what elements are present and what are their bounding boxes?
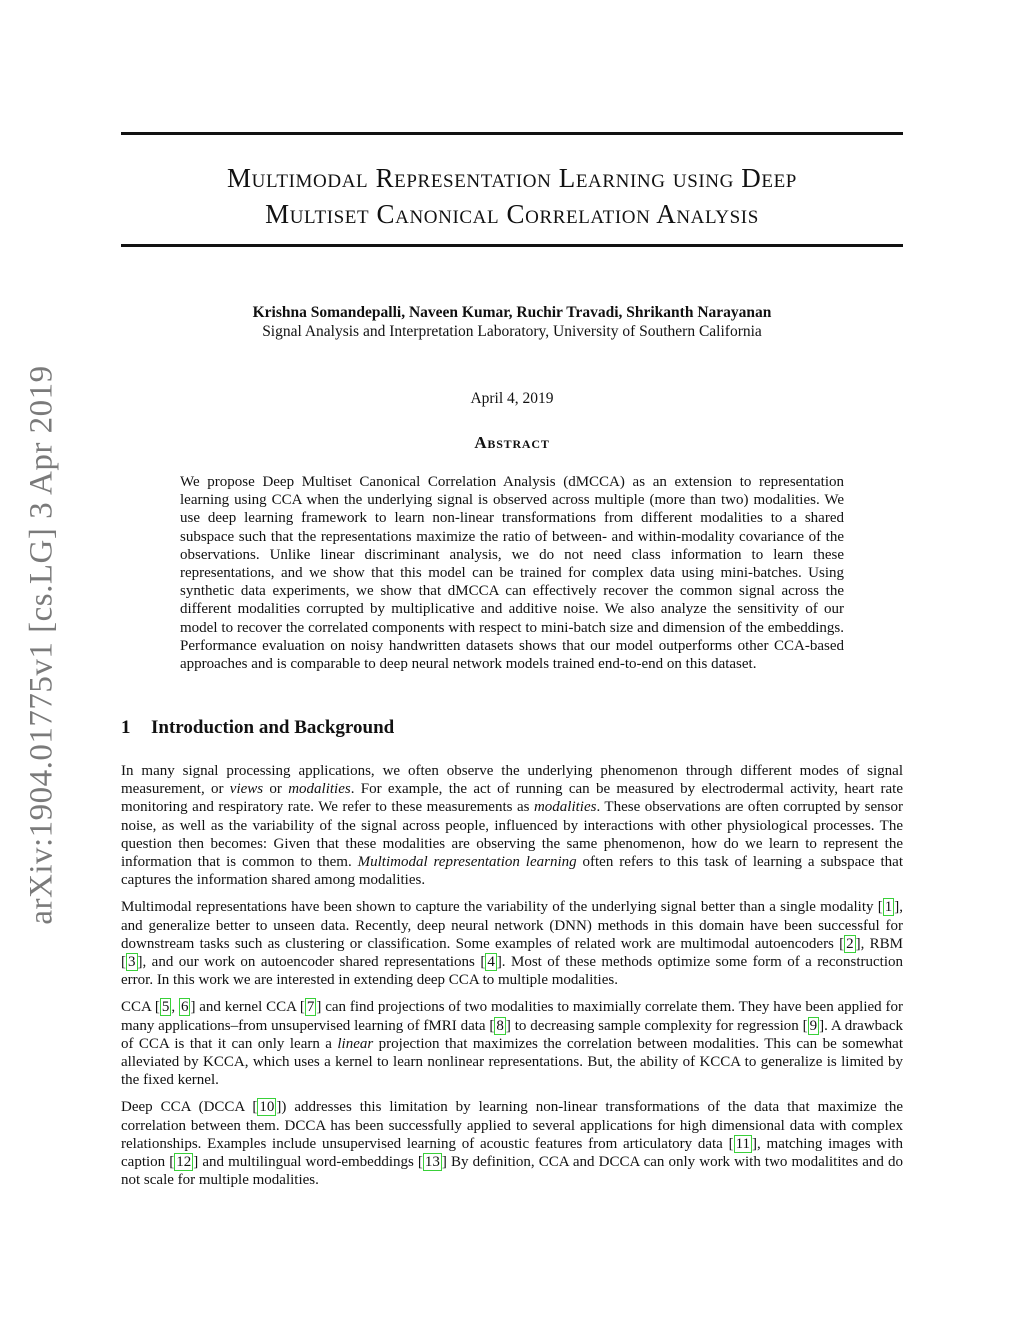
paper-date: April 4, 2019 — [470, 390, 554, 407]
section-heading — [121, 717, 394, 739]
citation-link[interactable]: 7 — [306, 999, 315, 1016]
citation-link[interactable]: 12 — [176, 1154, 192, 1171]
arxiv-identifier: arXiv:1904.01775v1 [cs.LG] 3 Apr 2019 — [23, 365, 60, 925]
citation-link[interactable]: 10 — [259, 1099, 275, 1116]
paragraph-3: CCA [ 5 , 6 ] and kernel CCA [ 7 ] can find projections of two modalities to maximially correlate them. They have been applied for many applications–from unsupervised learning of fMRI data [ 8 ] to decreasing sample complexity for regression [ 9 ]. A drawback of CCA is that it can only learn a linear projection that maximizes the correlation between modalities. This can be somewhat alleviated by KCCA, which uses a kernel to learn nonlinear representations. But, the ability of KCCA to generalize is limited by the fixed kernel. — [121, 999, 904, 1089]
citation-link[interactable]: 6 — [180, 999, 189, 1016]
abstract-text: We propose Deep Multiset Canonical Correlation Analysis (dMCCA) as an extension to representation learning using CCA when the underlying signal is observed across multiple (more than two) modalities. We use deep learning framework to learn non-linear transformations from different modalities to a shared subspace such that the representations maximize the ratio of between- and within-modality covariance of the observations. Unlike linear discriminant analysis, we do not need class information to learn these representations, and we show that this model can be trained for complex data using mini-batches. Using synthetic data experiments, we show that dMCCA can effectively recover the common signal across the different modalities corrupted by multiplicative and additive noise. We also analyze the sensitivity of our model to recover the correlated components with respect to mini-batch size and dimension of the embeddings. Performance evaluation on noisy handwritten datasets shows that our model outperforms other CCA-based approaches and is comparable to deep neural network models trained end-to-end on this dataset. — [180, 474, 844, 673]
citation-link[interactable]: 11 — [735, 1135, 751, 1152]
paragraph-2: Multimodal representations have been shown to capture the variability of the underlying signal better than a single modality [ 1 ], and generalize better to unseen data. Recently, deep neural network (DNN) methods in this domain have been successful for downstream tasks such as clustering or classification. Some examples of related work are multimodal autoencoders [ 2 ], RBM [ 3 ], and our work on autoencoder shared representations [ 4 ]. Most of these methods optimize some form of a reconstruction error. In this work we are interested in extending deep CCA to multiple modalities. — [121, 899, 903, 989]
title-line-1: Multimodal Representation Learning using Deep — [227, 163, 797, 193]
title-top-rule — [121, 132, 903, 135]
paragraph-1: In many signal processing applications, we often observe the underlying phenomenon through different modes of signal measurement, or views or modalities. For example, the act of running can be measured by electrodermal activity, heart rate monitoring and respiratory rate. We refer to these measurements as modalities. These observations are often corrupted by sensor noise, as well as the variability of the signal across people, influenced by interactions with other physiological processes. The question then becomes: Given that these modalities are observing the same phenomenon, how do we learn to represent the information that is common to them. Multimodal representation learning often refers to this task of learning a subspace that captures the information shared among modalities. — [121, 763, 903, 889]
citation-link[interactable]: 8 — [496, 1017, 504, 1034]
citation-link[interactable]: 5 — [161, 999, 170, 1016]
section-title: Introduction and Background — [151, 717, 395, 738]
title-bottom-rule — [121, 244, 903, 247]
paragraph-4: Deep CCA (DCCA [ 10 ]) addresses this limitation by learning non-linear transformations of the data that maximize the correlation between them. DCCA has been successfully applied to several applications for high dimensional data with complex relationships. Examples include unsupervised learning of acoustic features from articulatory data [ 11 ], matching images with caption [ 12 ] and multilingual word-embeddings [ 13 ] By definition, CCA and DCCA can only work with two modalitites and do not scale for multiple modalities. — [121, 1099, 904, 1189]
title-line-2: Multiset Canonical Correlation Analysis — [265, 199, 759, 229]
affiliation: Signal Analysis and Interpretation Laboratory, University of Southern California — [262, 323, 762, 340]
paper-title — [121, 160, 903, 232]
section-number: 1 — [121, 717, 131, 738]
author-list: Krishna Somandepalli, Naveen Kumar, Ruchir Travadi, Shrikanth Narayanan — [252, 304, 772, 321]
citation-link[interactable]: 1 — [884, 899, 893, 916]
citation-link[interactable]: 3 — [128, 954, 136, 971]
abstract-heading: Abstract — [474, 433, 550, 452]
citation-link[interactable]: 4 — [487, 954, 495, 971]
citation-link[interactable]: 13 — [424, 1154, 440, 1171]
citation-link[interactable]: 2 — [846, 935, 854, 952]
body-text — [121, 762, 903, 1198]
citation-link[interactable]: 9 — [809, 1017, 818, 1034]
